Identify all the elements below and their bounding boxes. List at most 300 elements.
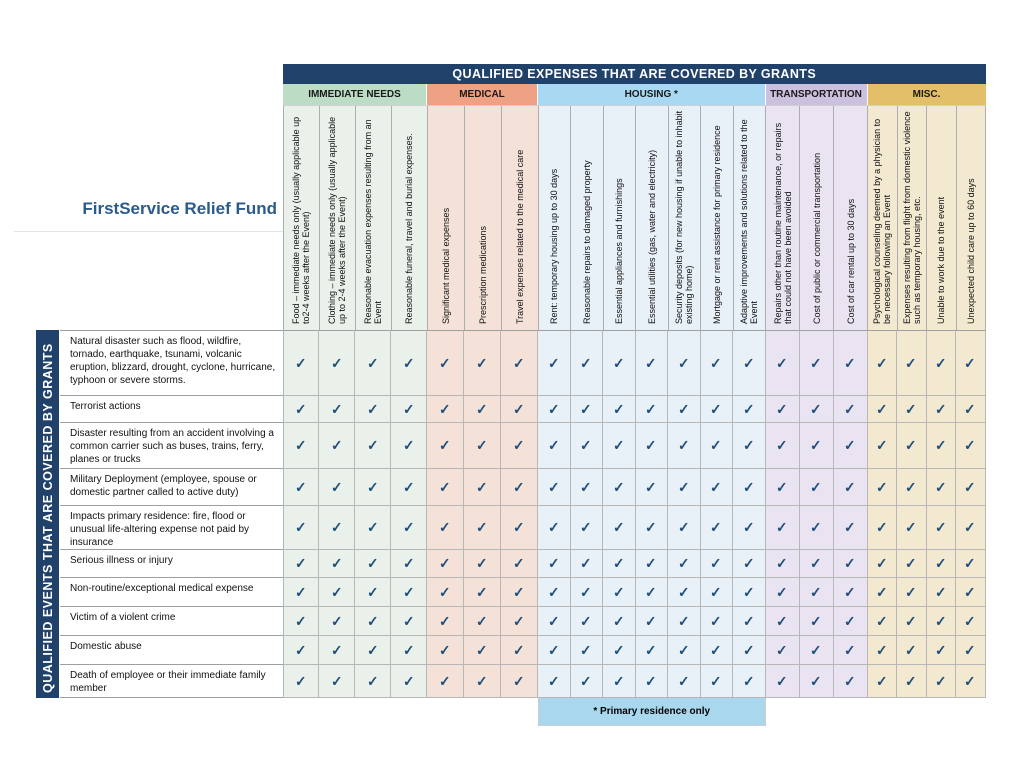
check-cell (733, 423, 766, 469)
check-cell (603, 423, 636, 469)
check-cell (538, 469, 571, 506)
column-header-text: Rent: temporary housing up to 30 days (549, 168, 560, 324)
check-cell (766, 330, 800, 396)
checkmark-icon: ✓ (402, 641, 415, 658)
check-cell (501, 578, 538, 607)
check-cell (319, 469, 355, 506)
column-header (539, 106, 571, 330)
check-cell (701, 423, 734, 469)
check-cell (283, 506, 319, 550)
checkmark-icon: ✓ (775, 583, 789, 600)
checkmark-icon: ✓ (366, 612, 379, 629)
checkmark-icon: ✓ (875, 612, 888, 629)
check-cell (538, 330, 571, 396)
check-cell (319, 665, 355, 698)
check-cell (603, 330, 636, 396)
check-cell (834, 330, 868, 396)
checkmark-icon: ✓ (934, 583, 947, 600)
column-header (669, 106, 701, 330)
checkmark-icon: ✓ (402, 583, 415, 600)
checkmark-icon: ✓ (843, 672, 857, 689)
check-cell (701, 506, 734, 550)
check-cell (427, 550, 464, 578)
checkmark-icon: ✓ (964, 554, 977, 572)
check-cell (501, 469, 538, 506)
check-cell (538, 636, 571, 665)
checkmark-icon: ✓ (677, 436, 690, 454)
check-cell (538, 665, 571, 698)
event-row-label: Victim of a violent crime (60, 607, 283, 636)
column-header-text: Mortgage or rent assistance for primary residence (711, 125, 722, 324)
check-cell (391, 423, 427, 469)
checkmark-icon: ✓ (710, 583, 723, 600)
check-cell (868, 396, 898, 423)
check-cell (956, 469, 986, 506)
check-cell (668, 550, 701, 578)
checkmark-icon: ✓ (775, 518, 789, 536)
check-cell (319, 607, 355, 636)
column-header (502, 106, 539, 330)
check-cell (834, 665, 868, 698)
check-cell (800, 550, 834, 578)
checkmark-icon: ✓ (366, 478, 379, 495)
checkmark-icon: ✓ (710, 641, 723, 658)
checkmark-icon: ✓ (475, 672, 489, 689)
check-cell (636, 578, 669, 607)
check-cell (956, 607, 986, 636)
event-row-label: Domestic abuse (60, 636, 283, 665)
check-cell (636, 396, 669, 423)
checkmark-icon: ✓ (677, 518, 690, 536)
checkmark-icon: ✓ (645, 400, 658, 417)
checkmark-icon: ✓ (645, 672, 658, 689)
checkmark-icon: ✓ (809, 672, 823, 689)
check-cell (927, 665, 957, 698)
checkmark-icon: ✓ (438, 554, 452, 572)
check-cell (733, 665, 766, 698)
checkmark-icon: ✓ (677, 641, 690, 658)
check-cell (571, 330, 604, 396)
column-header (898, 106, 927, 330)
check-cell (427, 578, 464, 607)
check-cell (956, 550, 986, 578)
column-header (766, 106, 800, 330)
checkmark-icon: ✓ (547, 672, 560, 689)
check-cell (766, 506, 800, 550)
column-header-text: Unable to work due to the event (936, 196, 947, 324)
column-header-text: Unexpected child care up to 60 days (965, 178, 976, 324)
column-header-text: Reasonable funeral, travel and burial expenses. (404, 133, 415, 324)
check-cell (283, 607, 319, 636)
check-cell (501, 506, 538, 550)
column-header (356, 106, 392, 330)
column-header (636, 106, 668, 330)
check-cell (868, 550, 898, 578)
checkmark-icon: ✓ (512, 518, 526, 536)
checkmark-icon: ✓ (512, 583, 526, 600)
checkmark-icon: ✓ (875, 554, 888, 572)
checkmark-icon: ✓ (677, 583, 690, 600)
check-cell (538, 423, 571, 469)
check-cell (283, 469, 319, 506)
checkmark-icon: ✓ (402, 354, 415, 371)
column-header (571, 106, 603, 330)
checkmark-icon: ✓ (645, 518, 658, 536)
checkmark-icon: ✓ (294, 478, 308, 495)
check-cell (636, 469, 669, 506)
checkmark-icon: ✓ (677, 354, 690, 371)
checkmark-icon: ✓ (366, 518, 379, 536)
check-cell (733, 578, 766, 607)
checkmark-icon: ✓ (677, 612, 690, 629)
check-cell (956, 506, 986, 550)
check-cell (897, 396, 927, 423)
check-cell (355, 636, 391, 665)
check-cell (636, 423, 669, 469)
checkmark-icon: ✓ (612, 478, 625, 495)
checkmark-icon: ✓ (612, 641, 625, 658)
check-cell (427, 607, 464, 636)
checkmark-icon: ✓ (547, 354, 560, 371)
checkmark-icon: ✓ (294, 400, 308, 417)
column-header-text: Essential utilities (gas, water and electricity) (646, 149, 657, 324)
checkmark-icon: ✓ (775, 612, 789, 629)
checkmark-icon: ✓ (843, 518, 857, 536)
check-cell (800, 506, 834, 550)
column-header (320, 106, 356, 330)
checkmark-icon: ✓ (677, 400, 690, 417)
checkmark-icon: ✓ (677, 478, 690, 495)
check-cell (603, 469, 636, 506)
checkmark-icon: ✓ (905, 612, 918, 629)
column-header (604, 106, 636, 330)
checkmark-icon: ✓ (402, 436, 415, 454)
checkmark-icon: ✓ (843, 583, 857, 600)
checkmark-icon: ✓ (547, 641, 560, 658)
check-cell (766, 665, 800, 698)
check-cell (464, 578, 501, 607)
checkmark-icon: ✓ (809, 478, 823, 495)
check-cell (538, 506, 571, 550)
column-header-text: Essential appliances and furnishings (614, 178, 625, 324)
checkmark-icon: ✓ (934, 612, 947, 629)
check-cell (868, 607, 898, 636)
checkmark-icon: ✓ (742, 672, 755, 689)
check-cell (636, 665, 669, 698)
column-header (800, 106, 834, 330)
check-cell (868, 636, 898, 665)
checkmark-icon: ✓ (905, 554, 918, 572)
check-cell (733, 330, 766, 396)
check-cell (355, 423, 391, 469)
column-header-text: Travel expenses related to the medical care (514, 149, 525, 324)
checkmark-icon: ✓ (934, 672, 947, 689)
check-cell (391, 665, 427, 698)
event-row-label: Disaster resulting from an accident involving a common carrier such as buses, trains, ferry, planes or trucks (60, 423, 283, 469)
check-cell (464, 607, 501, 636)
check-cell (834, 469, 868, 506)
checkmark-icon: ✓ (742, 354, 755, 371)
checkmark-icon: ✓ (475, 400, 489, 417)
column-header-text: Repairs other than routine maintenance, or repairs that could not have been avoided (772, 122, 793, 324)
check-cell (427, 636, 464, 665)
check-cell (701, 636, 734, 665)
check-cell (603, 578, 636, 607)
checkmark-icon: ✓ (366, 436, 379, 454)
check-cell (766, 636, 800, 665)
checkmark-icon: ✓ (875, 672, 888, 689)
check-cell (701, 330, 734, 396)
check-cell (668, 506, 701, 550)
checkmark-icon: ✓ (580, 478, 593, 495)
column-header (284, 106, 320, 330)
checkmark-icon: ✓ (843, 554, 857, 572)
check-cell (464, 665, 501, 698)
check-cell (897, 607, 927, 636)
check-cell (733, 550, 766, 578)
checkmark-icon: ✓ (475, 583, 489, 600)
checkmark-icon: ✓ (742, 612, 755, 629)
check-cell (538, 578, 571, 607)
check-cell (701, 665, 734, 698)
check-cell (800, 578, 834, 607)
checkmark-icon: ✓ (580, 554, 593, 572)
check-cell (868, 423, 898, 469)
check-cell (834, 506, 868, 550)
checkmark-icon: ✓ (330, 354, 343, 371)
checkmark-icon: ✓ (402, 400, 415, 417)
checkmark-icon: ✓ (438, 612, 452, 629)
events-side-bar (36, 330, 59, 698)
checkmark-icon: ✓ (512, 672, 526, 689)
checkmark-icon: ✓ (294, 612, 308, 629)
column-header (392, 106, 428, 330)
check-cell (283, 330, 319, 396)
checkmark-icon: ✓ (402, 612, 415, 629)
check-cell (283, 636, 319, 665)
check-cell (427, 423, 464, 469)
checkmark-icon: ✓ (612, 400, 625, 417)
check-cell (464, 396, 501, 423)
checkmark-icon: ✓ (645, 436, 658, 454)
checkmark-icon: ✓ (964, 672, 977, 689)
checkmark-icon: ✓ (547, 583, 560, 600)
check-cell (571, 423, 604, 469)
checkmark-icon: ✓ (710, 478, 723, 495)
event-row (60, 578, 986, 607)
check-cell (868, 506, 898, 550)
check-cell (766, 469, 800, 506)
checkmark-icon: ✓ (294, 672, 308, 689)
checkmark-icon: ✓ (512, 478, 526, 495)
checkmark-icon: ✓ (645, 583, 658, 600)
check-cell (897, 665, 927, 698)
check-cell (668, 607, 701, 636)
check-cell (355, 550, 391, 578)
check-cell (834, 423, 868, 469)
check-cell (283, 423, 319, 469)
check-cell (668, 636, 701, 665)
checkmark-icon: ✓ (905, 436, 918, 454)
checkmark-icon: ✓ (612, 354, 625, 371)
checkmark-icon: ✓ (330, 436, 343, 454)
coverage-matrix (36, 64, 986, 726)
check-cell (834, 607, 868, 636)
check-cell (956, 665, 986, 698)
checkmark-icon: ✓ (964, 400, 977, 417)
checkmark-icon: ✓ (742, 641, 755, 658)
column-header (428, 106, 465, 330)
event-row (60, 550, 986, 578)
check-cell (501, 636, 538, 665)
checkmark-icon: ✓ (964, 436, 977, 454)
checkmark-icon: ✓ (366, 583, 379, 600)
check-cell (927, 396, 957, 423)
check-cell (603, 665, 636, 698)
checkmark-icon: ✓ (964, 478, 977, 495)
event-row (60, 423, 986, 469)
check-cell (571, 396, 604, 423)
checkmark-icon: ✓ (775, 672, 789, 689)
column-header-text: Reasonable repairs to damaged property (581, 160, 592, 324)
group-header-immediate-needs: IMMEDIATE NEEDS (283, 84, 427, 105)
checkmark-icon: ✓ (366, 400, 379, 417)
check-cell (636, 636, 669, 665)
check-cell (571, 636, 604, 665)
checkmark-icon: ✓ (294, 641, 308, 658)
checkmark-icon: ✓ (809, 436, 823, 454)
check-cell (319, 396, 355, 423)
check-cell (733, 396, 766, 423)
check-cell (571, 506, 604, 550)
check-cell (897, 423, 927, 469)
check-cell (391, 578, 427, 607)
check-cell (956, 330, 986, 396)
check-cell (538, 550, 571, 578)
checkmark-icon: ✓ (612, 672, 625, 689)
group-header-misc: MISC. (868, 84, 986, 105)
checkmark-icon: ✓ (809, 518, 823, 536)
checkmark-icon: ✓ (366, 554, 379, 572)
checkmark-icon: ✓ (438, 518, 452, 536)
check-cell (766, 607, 800, 636)
event-row (60, 330, 986, 396)
checkmark-icon: ✓ (875, 354, 888, 371)
check-cell (603, 506, 636, 550)
check-cell (636, 506, 669, 550)
check-cell (800, 636, 834, 665)
checkmark-icon: ✓ (547, 612, 560, 629)
event-row-label: Military Deployment (employee, spouse or domestic partner called to active duty) (60, 469, 283, 506)
check-cell (668, 396, 701, 423)
checkmark-icon: ✓ (366, 354, 379, 371)
checkmark-icon: ✓ (475, 518, 489, 536)
check-cell (464, 330, 501, 396)
checkmark-icon: ✓ (905, 583, 918, 600)
check-cell (571, 469, 604, 506)
checkmark-icon: ✓ (875, 518, 888, 536)
events-side-bar-label: QUALIFIED EVENTS THAT ARE COVERED BY GRANTS (40, 343, 55, 693)
check-cell (897, 550, 927, 578)
checkmark-icon: ✓ (905, 354, 918, 371)
checkmark-icon: ✓ (645, 641, 658, 658)
check-cell (800, 665, 834, 698)
checkmark-icon: ✓ (512, 354, 526, 371)
check-cell (766, 550, 800, 578)
matrix-body (36, 330, 986, 698)
check-cell (391, 396, 427, 423)
check-cell (355, 330, 391, 396)
check-cell (464, 550, 501, 578)
group-header-housing: HOUSING * (538, 84, 766, 105)
check-cell (355, 665, 391, 698)
primary-residence-footnote: * Primary residence only (538, 698, 766, 726)
checkmark-icon: ✓ (809, 583, 823, 600)
checkmark-icon: ✓ (580, 436, 593, 454)
check-cell (701, 469, 734, 506)
checkmark-icon: ✓ (843, 354, 857, 371)
checkmark-icon: ✓ (438, 354, 452, 371)
column-header-text: Psychological counseling deemed by a physician to be necessary following an Event (872, 118, 893, 324)
checkmark-icon: ✓ (905, 400, 918, 417)
check-cell (956, 423, 986, 469)
check-cell (897, 506, 927, 550)
checkmark-icon: ✓ (742, 518, 755, 536)
column-header (734, 106, 766, 330)
check-cell (834, 636, 868, 665)
checkmark-icon: ✓ (934, 436, 947, 454)
check-cell (927, 607, 957, 636)
event-row (60, 469, 986, 506)
checkmark-icon: ✓ (438, 583, 452, 600)
checkmark-icon: ✓ (875, 641, 888, 658)
checkmark-icon: ✓ (809, 400, 823, 417)
check-cell (636, 607, 669, 636)
check-cell (501, 665, 538, 698)
check-cell (319, 423, 355, 469)
event-row (60, 396, 986, 423)
column-header-text: Prescription medications (477, 225, 488, 324)
check-cell (927, 330, 957, 396)
checkmark-icon: ✓ (934, 518, 947, 536)
checkmark-icon: ✓ (710, 518, 723, 536)
checkmark-icon: ✓ (775, 641, 789, 658)
check-cell (733, 607, 766, 636)
checkmark-icon: ✓ (512, 612, 526, 629)
check-cell (391, 636, 427, 665)
check-cell (603, 550, 636, 578)
checkmark-icon: ✓ (677, 554, 690, 572)
check-cell (868, 578, 898, 607)
column-header (465, 106, 502, 330)
checkmark-icon: ✓ (742, 400, 755, 417)
checkmark-icon: ✓ (645, 478, 658, 495)
checkmark-icon: ✓ (330, 583, 343, 600)
checkmark-icon: ✓ (547, 554, 560, 572)
checkmark-icon: ✓ (330, 518, 343, 536)
check-cell (464, 469, 501, 506)
check-cell (956, 578, 986, 607)
checkmark-icon: ✓ (809, 354, 823, 371)
checkmark-icon: ✓ (775, 400, 789, 417)
check-cell (800, 469, 834, 506)
check-cell (897, 578, 927, 607)
column-header-text: Food – immediate needs only (usually applicable up to2-4 weeks after the Event) (291, 116, 312, 324)
checkmark-icon: ✓ (775, 354, 789, 371)
checkmark-icon: ✓ (330, 400, 343, 417)
checkmark-icon: ✓ (580, 354, 593, 371)
checkmark-icon: ✓ (905, 478, 918, 495)
